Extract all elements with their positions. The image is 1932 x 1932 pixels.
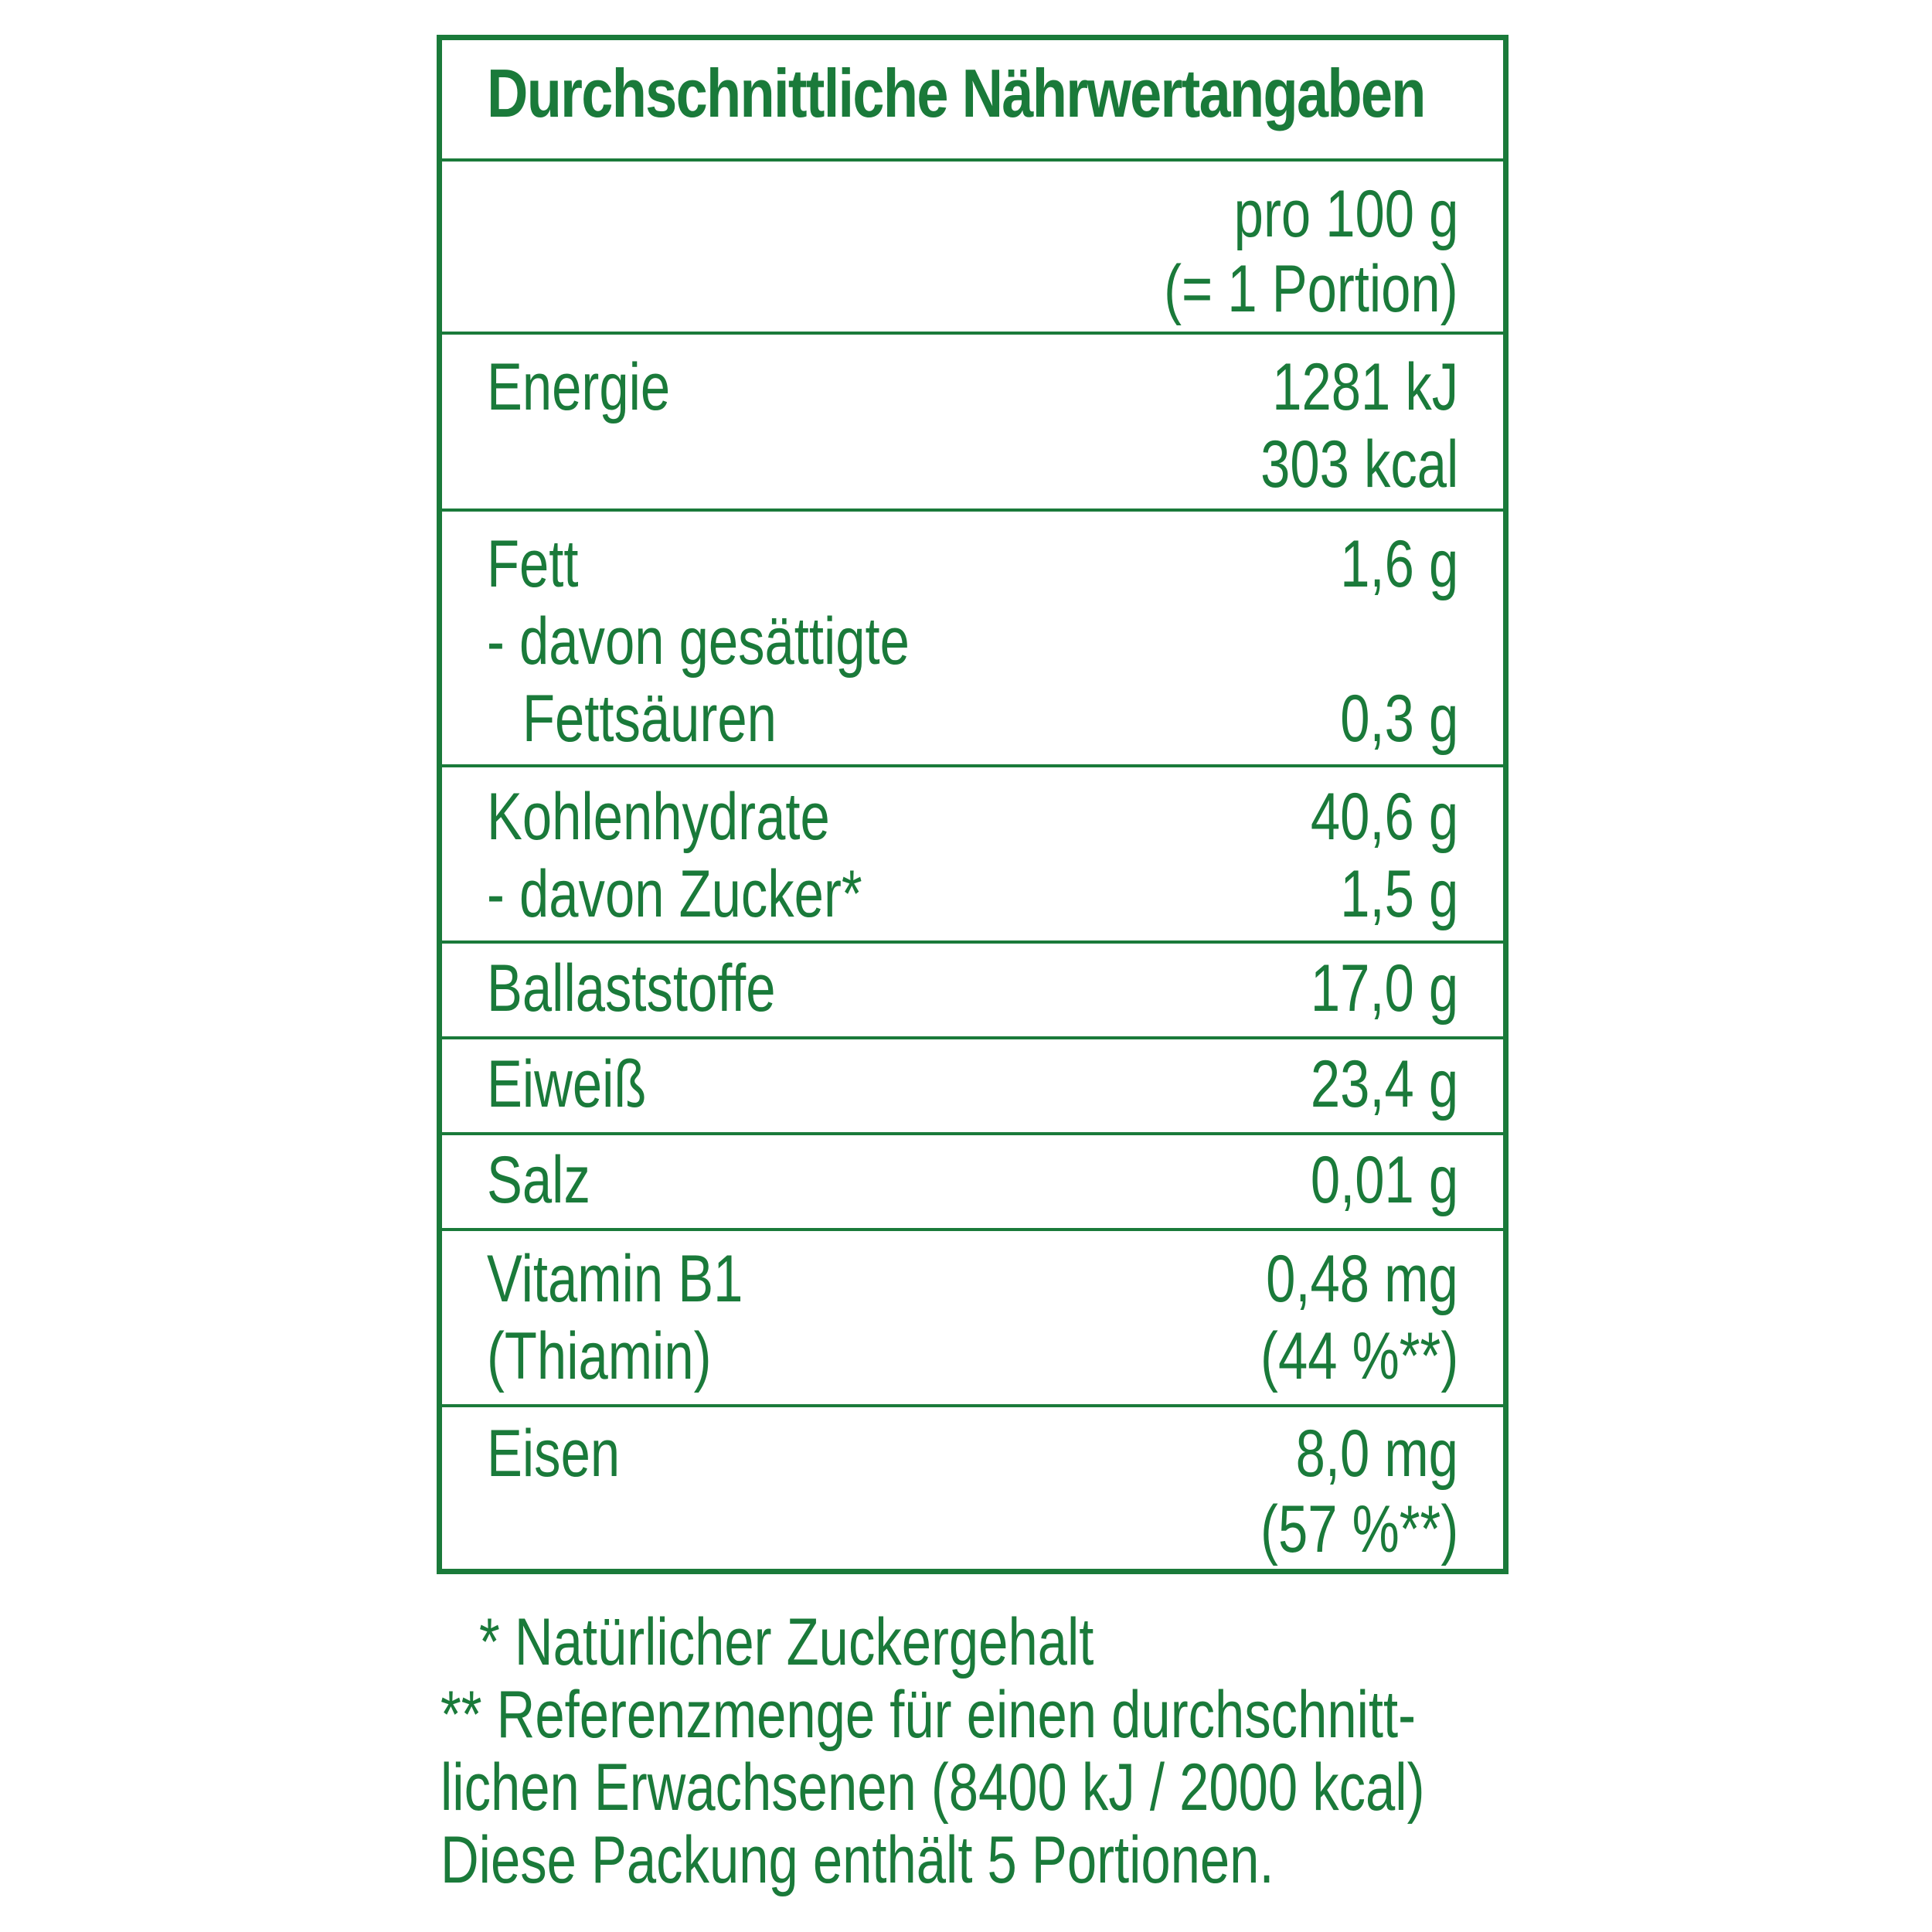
saturated-fat-label-cont: Fettsäuren xyxy=(522,682,777,756)
vitamin-b1-percent: (44 %**) xyxy=(1260,1319,1458,1393)
column-header-row xyxy=(442,162,1503,335)
footnote-sugar: * Natürlicher Zuckergehalt xyxy=(479,1605,1094,1679)
iron-row xyxy=(442,1407,1503,1570)
protein-value: 23,4 g xyxy=(1310,1047,1458,1121)
footnote-portions: Diese Packung enthält 5 Portionen. xyxy=(440,1823,1274,1897)
salt-value: 0,01 g xyxy=(1310,1143,1458,1217)
salt-label: Salz xyxy=(487,1143,590,1217)
saturated-fat-value: 0,3 g xyxy=(1339,682,1458,756)
iron-percent: (57 %**) xyxy=(1260,1492,1458,1566)
table-title: Durchschnittliche Nährwertangaben xyxy=(487,55,1425,131)
carbohydrates-label: Kohlenhydrate xyxy=(487,780,830,854)
iron-label: Eisen xyxy=(487,1417,621,1491)
energy-label: Energie xyxy=(487,350,671,424)
footnote-reference-intake-cont: lichen Erwachsenen (8400 kJ / 2000 kcal) xyxy=(440,1750,1425,1825)
fat-row xyxy=(442,512,1503,767)
fibre-row xyxy=(442,944,1503,1039)
energy-kcal-value: 303 kcal xyxy=(1260,427,1458,502)
column-header-per-100g: pro 100 g xyxy=(1233,177,1458,251)
nutrition-table xyxy=(437,35,1509,1574)
column-header-portion: (= 1 Portion) xyxy=(1164,252,1458,326)
vitamin-b1-value: 0,48 mg xyxy=(1266,1242,1458,1316)
protein-row xyxy=(442,1039,1503,1135)
energy-kj-value: 1281 kJ xyxy=(1272,350,1458,424)
protein-label: Eiweiß xyxy=(487,1047,647,1121)
carbohydrates-value: 40,6 g xyxy=(1310,780,1458,854)
carbohydrates-row xyxy=(442,767,1503,944)
title-row xyxy=(442,40,1503,162)
sugar-value: 1,5 g xyxy=(1339,857,1458,931)
fibre-label: Ballaststoffe xyxy=(487,951,776,1026)
iron-value: 8,0 mg xyxy=(1295,1417,1458,1491)
vitamin-b1-label: Vitamin B1 xyxy=(487,1242,743,1316)
footnote-reference-intake: ** Referenzmenge für einen durchschnitt- xyxy=(440,1678,1417,1752)
sugar-label: - davon Zucker* xyxy=(487,857,862,931)
fibre-value: 17,0 g xyxy=(1310,951,1458,1026)
fat-value: 1,6 g xyxy=(1339,527,1458,601)
saturated-fat-label: - davon gesättigte xyxy=(487,604,910,679)
energy-row xyxy=(442,335,1503,512)
thiamin-label: (Thiamin) xyxy=(487,1319,712,1393)
fat-label: Fett xyxy=(487,527,579,601)
salt-row xyxy=(442,1135,1503,1231)
vitamin-b1-row xyxy=(442,1231,1503,1407)
